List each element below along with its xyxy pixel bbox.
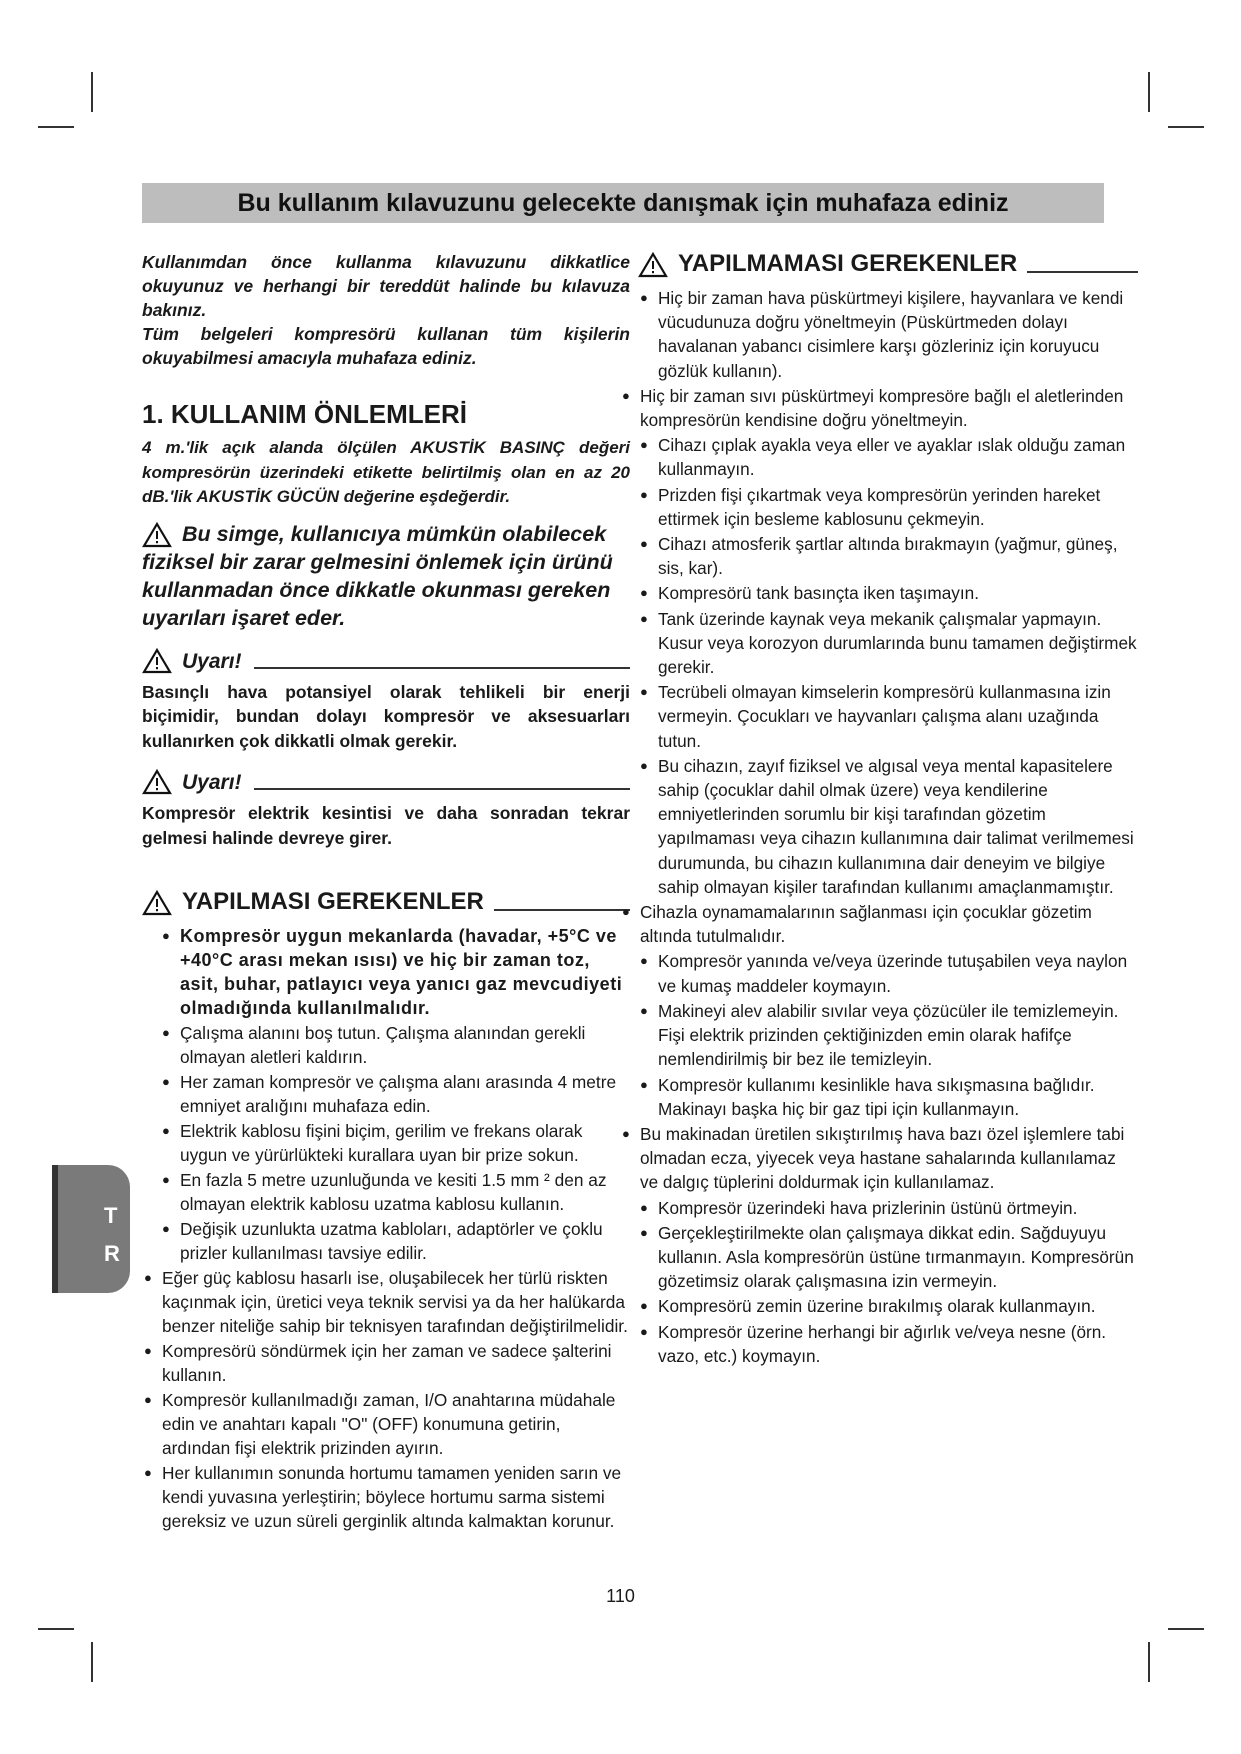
symbol-explanation-text: Bu simge, kullanıcıya mümkün olabilecek fiziksel bir zarar gelmesini önlemek için ürünü kullanmadan önce dikkatle okunması gereken uyarıları işaret eder. (142, 521, 613, 630)
donts-title: YAPILMAMASI GEREKENLER (678, 250, 1018, 277)
warning-text-2: Kompresör elektrik kesintisi ve daha sonradan tekrar gelmesi halinde devreye girer. (142, 803, 630, 848)
crop-mark-top-left-horizontal (38, 126, 74, 128)
dos-list (142, 924, 630, 1533)
list-item: ● Cihazı atmosferik şartlar altında bırakmayın (yağmur, güneş, sis, kar). (638, 532, 1138, 580)
list-item: ● Kompresörü zemin üzerine bırakılmış olarak kullanmayın. (638, 1294, 1138, 1318)
list-item: ● Her zaman kompresör ve çalışma alanı arasında 4 metre emniyet aralığını muhafaza edin. (160, 1070, 630, 1118)
warning-triangle-icon (638, 252, 668, 278)
list-item: ● Çalışma alanını boş tutun. Çalışma alanından gerekli olmayan aletleri kaldırın. (160, 1021, 630, 1069)
crop-mark-top-left-vertical (91, 72, 93, 112)
list-item: ● Bu makinadan üretilen sıkıştırılmış hava bazı özel işlemlere tabi olmadan ecza, yiyecek veya hastane sahalarında kullanılamaz ve dalgıç tüplerini doldurmak için kullanılamaz. (620, 1122, 1138, 1195)
list-item: ● Makineyi alev alabilir sıvılar veya çözücüler ile temizlemeyin. Fişi elektrik prizinden çektiğinizden emin olarak hafifçe nemlendirilmiş bir bez ile temizleyin. (638, 999, 1138, 1072)
language-tab-letter: T (104, 1203, 118, 1228)
crop-mark-top-right-horizontal (1168, 126, 1204, 128)
page-number: 110 (606, 1586, 635, 1606)
warning-text-1: Basınçlı hava potansiyel olarak tehlikeli bir enerji biçimidir, bundan dolayı kompresör ve aksesuarları kullanırken çok dikkatli olmak gerekir. (142, 681, 630, 751)
list-item: ● Kompresör yanında ve/veya üzerinde tutuşabilen veya naylon ve kumaş maddeler koymayın. (638, 949, 1138, 997)
list-item: ● Cihazı çıplak ayakla veya eller ve ayaklar ıslak olduğu zaman kullanmayın. (638, 433, 1138, 481)
language-tab (52, 1165, 130, 1293)
list-item: ● Elektrik kablosu fişini biçim, gerilim ve frekans olarak uygun ve yürürlükteki kurallara uyan bir prize sokun. (160, 1119, 630, 1167)
warning-triangle-icon (142, 890, 172, 916)
heading-rule (254, 667, 630, 669)
list-item: ● Kompresör kullanılmadığı zaman, I/O anahtarına müdahale edin ve anahtarı kapalı "O" (OFF) konumuna getirin, ardından fişi elektrik prizinden ayırın. (142, 1388, 630, 1460)
section-title: 1. KULLANIM ÖNLEMLERİ (142, 399, 467, 429)
list-item: ● Tank üzerinde kaynak veya mekanik çalışmalar yapmayın. Kusur veya korozyon durumlarında bunu tamamen değiştirmek gerekir. (638, 607, 1138, 680)
donts-list (638, 286, 1138, 1368)
symbol-explanation (142, 520, 630, 632)
list-item: ● Her kullanımın sonunda hortumu tamamen yeniden sarın ve kendi yuvasına yerleştirin; böylece hortumu sarma sistemi gereksiz ve uzun süreli gerginlik altında kalmaktan korunur. (142, 1461, 630, 1533)
list-item: ● Hiç bir zaman sıvı püskürtmeyi kompresöre bağlı el aletlerinden kompresörün kendisine doğru yöneltmeyin. (620, 384, 1138, 432)
list-item: ● Gerçekleştirilmekte olan çalışmaya dikkat edin. Sağduyuyu kullanın. Asla kompresörün üstüne tırmanmayın. Kompresörün gözetimsiz olarak çalışmasına izin vermeyin. (638, 1221, 1138, 1294)
list-item: ● Kompresör üzerindeki hava prizlerinin üstünü örtmeyin. (638, 1196, 1138, 1220)
list-item: ● Hiç bir zaman hava püskürtmeyi kişilere, hayvanlara ve kendi vücudunuza doğru yöneltmeyin (Püskürtmeden dolayı havalanan yabancı cisimlere karşı gözleriniz için koruyucu gözlük kullanın). (638, 286, 1138, 383)
list-item: ● Kompresör kullanımı kesinlikle hava sıkışmasına bağlıdır. Makinayı başka hiç bir gaz tipi için kullanmayın. (638, 1073, 1138, 1121)
list-item: ● Cihazla oynamamalarının sağlanması için çocuklar gözetim altında tutulmalıdır. (620, 900, 1138, 948)
warning-heading-2 (142, 769, 630, 795)
warning-label: Uyarı! (182, 771, 242, 794)
list-item: ● Kompresör uygun mekanlarda (havadar, +5°C ve +40°C arası mekan ısısı) ve hiç bir zaman toz, asit, buhar, patlayıcı veya yanıcı gaz mevcudiyeti olmadığında kullanılmalıdır. (160, 924, 630, 1020)
left-column (142, 250, 630, 1534)
list-item: ● En fazla 5 metre uzunluğunda ve kesiti 1.5 mm ² den az olmayan elektrik kablosu uzatma kablosu kullanın. (160, 1168, 630, 1216)
intro-paragraph-2: Tüm belgeleri kompresörü kullanan tüm kişilerin okuyabilmesi amacıyla muhafaza ediniz. (142, 324, 630, 368)
list-item: ● Prizden fişi çıkartmak veya kompresörün yerinden hareket ettirmek için besleme kablosunu çekmeyin. (638, 483, 1138, 531)
language-tab-letter: R (104, 1241, 120, 1266)
crop-mark-top-right-vertical (1148, 72, 1150, 112)
list-item: ● Kompresörü tank basınçta iken taşımayın. (638, 581, 1138, 605)
heading-rule (254, 788, 630, 790)
warning-heading-1 (142, 648, 630, 674)
dos-title: YAPILMASI GEREKENLER (182, 888, 484, 915)
donts-heading (638, 250, 1138, 278)
list-item: ● Değişik uzunlukta uzatma kabloları, adaptörler ve çoklu prizler kullanılması tavsiye edilir. (160, 1217, 630, 1265)
heading-rule (494, 909, 630, 911)
crop-mark-bottom-left-horizontal (38, 1628, 74, 1630)
crop-mark-bottom-left-vertical (91, 1642, 93, 1682)
crop-mark-bottom-right-horizontal (1168, 1628, 1204, 1630)
list-item: ● Eğer güç kablosu hasarlı ise, oluşabilecek her türlü riskten kaçınmak için, üretici veya teknik servisi ya da her halükarda benzer niteliğe sahip bir teknisyen tarafından değiştirilmelidir. (142, 1266, 630, 1338)
list-item: ● Bu cihazın, zayıf fiziksel ve algısal veya mental kapasitelere sahip (çocuklar dahil olmak üzere) veya kendilerine emniyetlerinden sorumlu bir kişi tarafından gözetim yapılmaması veya cihazın kullanımına dair talimat verilmemesi durumunda, bu cihazın kullanımına dair deneyim ve bilgiye sahip olmayan kişiler tarafından kullanımı amaçlanmamıştır. (638, 754, 1138, 899)
warning-triangle-icon (142, 522, 172, 548)
heading-rule (1027, 271, 1138, 273)
right-column (638, 250, 1138, 1369)
acoustic-note: 4 m.'lik açık alanda ölçülen AKUSTİK BASINÇ değeri kompresörün üzerindeki etikette belirtilmiş olan en az 20 dB.'lik AKUSTİK GÜCÜN değerine eşdeğerdir. (142, 438, 630, 506)
warning-triangle-icon (142, 648, 172, 674)
warning-triangle-icon (142, 769, 172, 795)
crop-mark-bottom-right-vertical (1148, 1642, 1150, 1682)
list-item: ● Kompresör üzerine herhangi bir ağırlık ve/veya nesne (örn. vazo, etc.) koymayın. (638, 1320, 1138, 1368)
page-title-banner: Bu kullanım kılavuzunu gelecekte danışmak için muhafaza ediniz (142, 183, 1104, 223)
list-item: ● Tecrübeli olmayan kimselerin kompresörü kullanmasına izin vermeyin. Çocukları ve hayvanları çalışma alanı uzağında tutun. (638, 680, 1138, 753)
intro-paragraph-1: Kullanımdan önce kullanma kılavuzunu dikkatlice okuyunuz ve herhangi bir tereddüt halinde bu kılavuza bakınız. (142, 252, 630, 320)
list-item: ● Kompresörü söndürmek için her zaman ve sadece şalterini kullanın. (142, 1339, 630, 1387)
warning-label: Uyarı! (182, 649, 242, 673)
dos-heading (142, 888, 630, 916)
